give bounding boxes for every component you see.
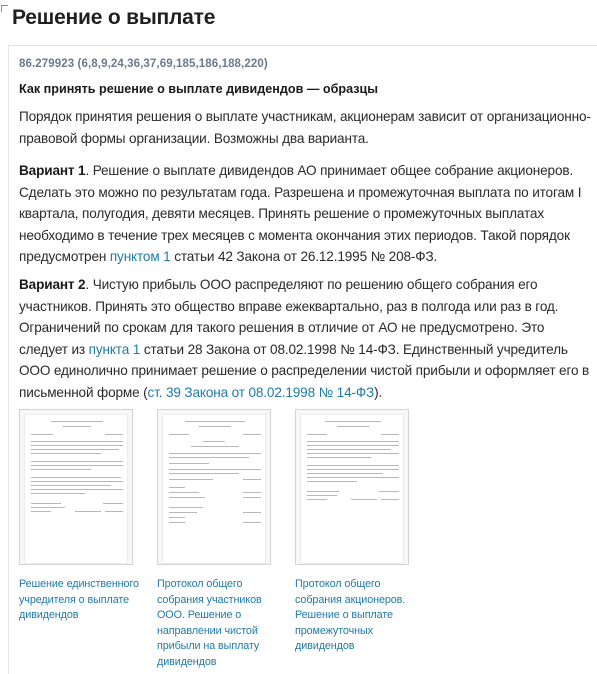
variant-1-text-end: статьи 42 Закона от 26.12.1995 № 208-ФЗ. xyxy=(170,249,438,264)
variant-2-text-middle: статьи 28 Закона от 08.02.1998 № 14-ФЗ. Единственный учредитель ООО единолично принимает решение о распределении чистой прибыли и оформляет его в письменной форме ( xyxy=(19,341,590,400)
document-preview-image xyxy=(300,414,404,564)
variant-1-label: Вариант 1 xyxy=(19,163,86,178)
sample-caption[interactable]: Протокол общего собрания участников ООО. Решение о направлении чистой прибыли на выплату дивидендов xyxy=(157,578,262,668)
document-code: 86.279923 (6,8,9,24,36,37,69,185,186,188,220) xyxy=(19,58,268,70)
variant-2-text-end: ). xyxy=(374,384,383,400)
page-title: Решение о выплате xyxy=(12,6,216,29)
sample-document-shareholders-protocol[interactable] xyxy=(295,409,427,655)
variant-2-text: . Чистую прибыль ООО распределяют по решению общего собрания его участников. Принять это общество вправе ежеквартально, раз в полгода или раз в год. Ограничений по срокам для такого решения в отличие от АО не предусмотрено. Это следует из xyxy=(19,277,559,357)
variant-1-text: . Решение о выплате дивидендов АО принимает общее собрание акционеров. Сделать это можно по результатам года. Разрешена и промежуточная выплата по итогам I квартала, полугодия, девяти месяцев. Принять решение о промежуточных выплатах необходимо в течение трех месяцев с момента окончания этих периодов. Такой порядок предусмотрен xyxy=(19,163,582,264)
document-preview-image xyxy=(162,414,266,564)
sample-document-sole-founder[interactable] xyxy=(19,409,151,624)
law-link-article-39[interactable]: ст. 39 Закона от 08.02.1998 № 14-ФЗ xyxy=(147,384,375,400)
document-thumbnail[interactable] xyxy=(295,409,409,565)
sample-document-llc-meeting-protocol[interactable] xyxy=(157,409,289,670)
intro-paragraph: Порядок принятия решения о выплате участникам, акционерам зависит от организационно-правовой формы организации. Возможны два варианта. xyxy=(19,109,591,146)
variant-1-paragraph xyxy=(19,160,594,268)
document-card xyxy=(8,45,597,674)
document-thumbnail[interactable] xyxy=(157,409,271,565)
document-heading: Как принять решение о выплате дивидендов — образцы xyxy=(19,82,378,96)
law-link-article-28[interactable]: пункта 1 xyxy=(88,341,141,357)
sample-caption[interactable]: Протокол общего собрания акционеров. Решение о выплате промежуточных дивидендов xyxy=(295,578,406,652)
document-preview-image xyxy=(24,414,128,564)
law-link-article-42[interactable]: пунктом 1 xyxy=(109,249,171,264)
variant-2-label: Вариант 2 xyxy=(19,277,86,292)
sample-caption[interactable]: Решение единственного учредителя о выплате дивидендов xyxy=(19,578,139,621)
bookmark-corner-icon xyxy=(1,5,8,12)
variant-2-paragraph xyxy=(19,274,594,403)
document-thumbnail[interactable] xyxy=(19,409,133,565)
